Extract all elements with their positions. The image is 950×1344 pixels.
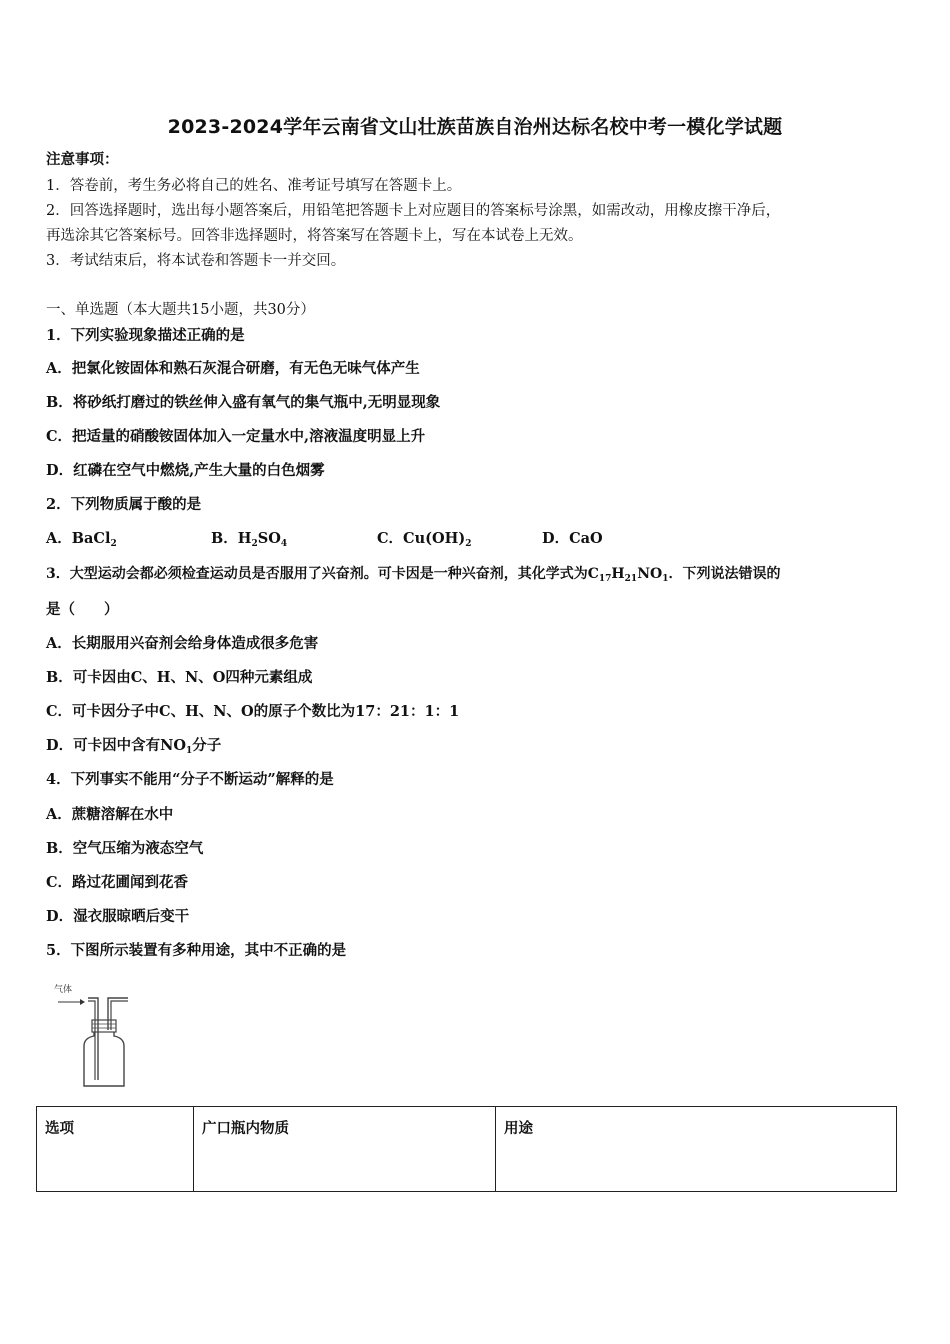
q4-option-c: C．路过花圃闻到花香 <box>46 874 189 891</box>
q2-option-b: B．$H_2SO_4$ <box>211 530 288 549</box>
q4-option-d: D．湿衣服晾晒后变干 <box>46 908 190 925</box>
exam-title: 2023-2024学年云南省文山壮族苗族自治州达标名校中考一模化学试题 <box>167 116 783 138</box>
table-header-usage: 用途 <box>496 1107 897 1192</box>
q3-option-a: A．长期服用兴奋剂会给身体造成很多危害 <box>46 635 319 652</box>
q1-option-b: B．将砂纸打磨过的铁丝伸入盛有氧气的集气瓶中,无明显现象 <box>46 394 441 411</box>
q5-options-table <box>36 1106 897 1192</box>
q3-option-c: C．可卡因分子中C、H、N、O的原子个数比为17：21：1：1 <box>46 703 460 720</box>
notice-item-2-cont: 再选涂其它答案标号。回答非选择题时，将答案写在答题卡上，写在本试卷上无效。 <box>46 228 583 244</box>
q4-option-b: B．空气压缩为液态空气 <box>46 840 204 857</box>
notice-heading: 注意事项： <box>46 151 119 168</box>
q1-option-c: C．把适量的硝酸铵固体加入一定量水中,溶液温度明显上升 <box>46 428 426 445</box>
table-header-substance: 广口瓶内物质 <box>194 1107 496 1192</box>
table-row <box>37 1107 897 1192</box>
q4-stem: 4．下列事实不能用“分子不断运动”解释的是 <box>46 771 334 788</box>
section-heading: 一、单选题（本大题共15小题，共30分） <box>46 302 315 318</box>
q3-stem: 3．大型运动会都必须检查运动员是否服用了兴奋剂。可卡因是一种兴奋剂，其化学式为$C_{17}H_{21}NO_1$．下列说法错误的 <box>46 566 781 584</box>
q2-option-c: C．$Cu(OH)_2$ <box>377 530 472 549</box>
q5-stem: 5．下图所示装置有多种用途，其中不正确的是 <box>46 942 347 959</box>
notice-item-1: 1．答卷前，考生务必将自己的姓名、准考证号填写在答题卡上。 <box>46 178 462 194</box>
q1-option-a: A．把氯化铵固体和熟石灰混合研磨，有无色无味气体产生 <box>46 360 420 377</box>
q2-option-a: A．BaCl$_2$ <box>46 530 117 549</box>
q4-option-a: A．蔗糖溶解在水中 <box>46 806 174 823</box>
gas-bottle-illustration <box>52 980 142 1092</box>
q3-option-b: B．可卡因由C、H、N、O四种元素组成 <box>46 669 313 686</box>
q3-stem-line2: 是（ ） <box>46 601 119 618</box>
q3-option-d: D．可卡因中含有$NO_1$分子 <box>46 737 222 756</box>
table-header-option: 选项 <box>37 1107 194 1192</box>
notice-item-2: 2．回答选择题时，选出每小题答案后，用铅笔把答题卡上对应题目的答案标号涂黑，如需改动，用橡皮擦干净后， <box>46 203 781 219</box>
notice-item-3: 3．考试结束后，将本试卷和答题卡一并交回。 <box>46 253 346 269</box>
q2-stem: 2．下列物质属于酸的是 <box>46 496 202 513</box>
q1-option-d: D．红磷在空气中燃烧,产生大量的白色烟雾 <box>46 462 325 479</box>
gas-washing-bottle-figure <box>52 980 142 1092</box>
q1-stem: 1．下列实验现象描述正确的是 <box>46 327 245 344</box>
gas-label: 气体 <box>54 985 73 995</box>
q2-option-d: D．CaO <box>542 530 603 547</box>
